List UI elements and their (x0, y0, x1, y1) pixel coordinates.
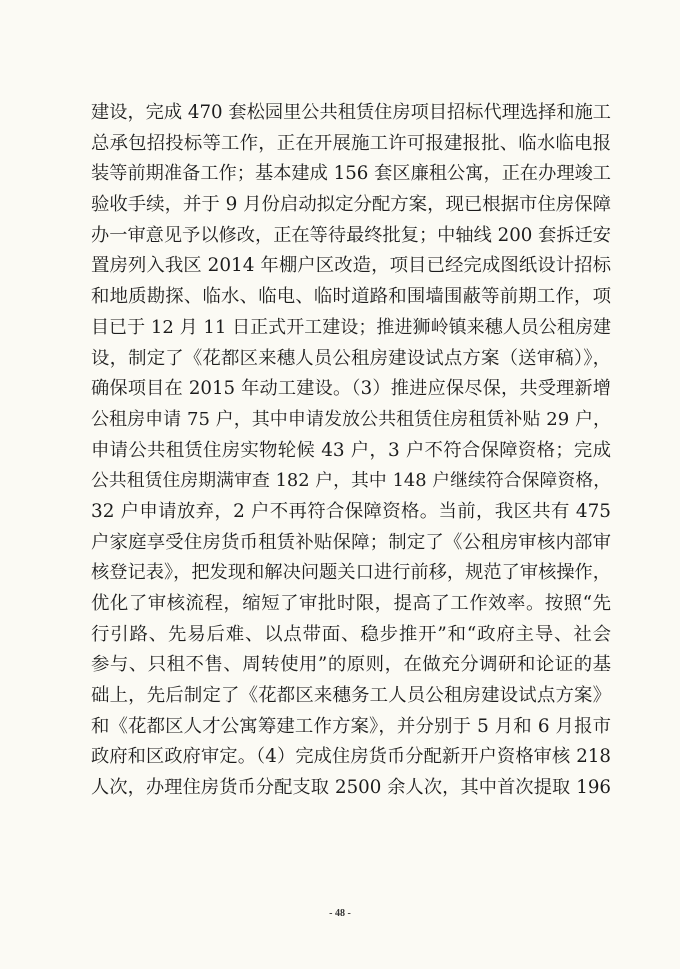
text-line: 32 户申请放弃，2 户不再符合保障资格。当前，我区共有 475 (91, 500, 611, 522)
text-line: 行引路、先易后难、以点带面、稳步推开”和“政府主导、社会 (91, 623, 611, 645)
text-line: 置房列入我区 2014 年棚户区改造，项目已经完成图纸设计招标 (91, 255, 611, 277)
text-line: 政府和区政府审定。（4）完成住房货币分配新开户资格审核 218 (91, 746, 611, 768)
text-line: 和《花都区人才公寓筹建工作方案》，并分别于 5 月和 6 月报市 (91, 715, 611, 737)
text-line: 办一审意见予以修改，正在等待最终批复；中轴线 200 套拆迁安 (91, 224, 611, 246)
text-line: 建设，完成 470 套松园里公共租赁住房项目招标代理选择和施工 (91, 102, 611, 123)
text-line: 验收手续，并于 9 月份启动拟定分配方案，现已根据市住房保障 (91, 194, 611, 216)
text-line: 确保项目在 2015 年动工建设。（3）推进应保尽保，共受理新增 (91, 378, 611, 400)
text-line: 公共租赁住房期满审查 182 户，其中 148 户继续符合保障资格， (91, 470, 611, 492)
text-line: 总承包招投标等工作，正在开展施工许可报建报批、临水临电报 (91, 132, 611, 154)
text-line: 础上，先后制定了《花都区来穗务工人员公租房建设试点方案》 (91, 685, 611, 707)
text-line: 公租房申请 75 户，其中申请发放公共租赁住房租赁补贴 29 户， (91, 408, 611, 430)
text-line: 参与、只租不售、周转使用”的原则，在做充分调研和论证的基 (91, 654, 611, 676)
page-number: - 48 - (329, 908, 351, 919)
text-line: 申请公共租赁住房实物轮候 43 户，3 户不符合保障资格；完成 (91, 439, 611, 461)
text-line: 目已于 12 月 11 日正式开工建设；推进狮岭镇来穗人员公租房建 (91, 316, 611, 338)
text-line: 优化了审核流程，缩短了审批时限，提高了工作效率。按照“先 (91, 593, 611, 614)
text-line: 核登记表》，把发现和解决问题关口进行前移，规范了审核操作， (91, 562, 611, 584)
text-line: 户家庭享受住房货币租赁补贴保障；制定了《公租房审核内部审 (91, 531, 611, 553)
body-text (91, 98, 611, 804)
text-line: 设，制定了《花都区来穗人员公租房建设试点方案（送审稿）》， (91, 347, 611, 369)
text-line: 装等前期准备工作；基本建成 156 套区廉租公寓，正在办理竣工 (91, 163, 611, 185)
text-line: 人次，办理住房货币分配支取 2500 余人次，其中首次提取 196 (91, 777, 611, 799)
text-line: 和地质勘探、临水、临电、临时道路和围墙围蔽等前期工作，项 (91, 286, 611, 308)
